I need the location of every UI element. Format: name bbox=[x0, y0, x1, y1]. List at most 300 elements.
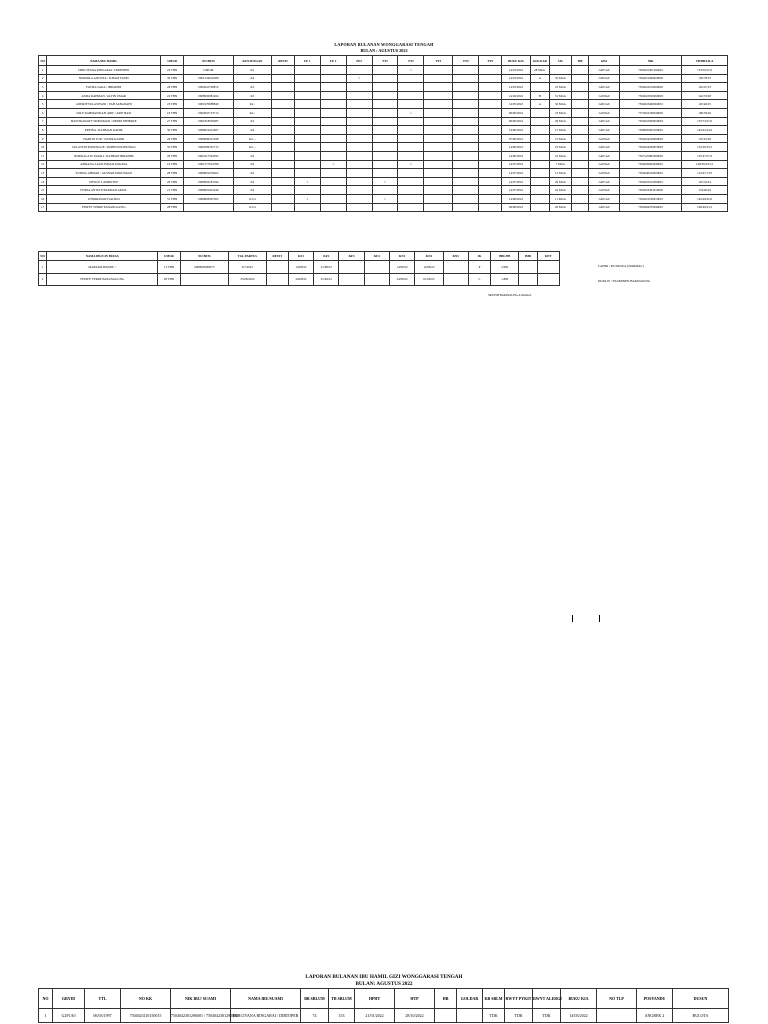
table-cell bbox=[530, 160, 549, 169]
table-cell bbox=[372, 126, 398, 135]
table-cell bbox=[272, 203, 295, 212]
column-header: NO BPJS bbox=[180, 252, 229, 261]
nutrition-report-title: LAPORAN BULANAN IBU HAMIL GIZI WONGGARASI TENGAH bbox=[305, 974, 463, 980]
table-cell bbox=[294, 143, 320, 152]
column-header: FE 1 bbox=[294, 56, 320, 66]
table-cell: √ bbox=[294, 194, 320, 203]
table-cell bbox=[453, 177, 479, 186]
table-row bbox=[39, 194, 728, 203]
table-cell bbox=[479, 126, 502, 135]
table-cell bbox=[424, 194, 453, 203]
table-cell bbox=[530, 83, 549, 92]
table-cell: K2 bbox=[233, 177, 271, 186]
table-cell: MARYAM HADIJU / bbox=[47, 261, 158, 274]
table-cell: 0008993669075 bbox=[180, 261, 229, 274]
table-cell bbox=[372, 160, 398, 169]
table-cell: 7504023106810001 bbox=[620, 194, 682, 203]
table-cell: UMUM bbox=[184, 66, 234, 75]
table-cell bbox=[294, 186, 320, 195]
table-cell: 28/10/2022 bbox=[395, 1009, 435, 1023]
table-cell: 0008991641046 bbox=[184, 186, 234, 195]
table-cell: 7504023110150015 bbox=[121, 1009, 171, 1023]
table-cell: HASTIKAWATY MOHAMAD / DEDRI SEHERKE bbox=[47, 117, 161, 126]
signature: SR.PISH BAKINAUNG A.Md.Keb bbox=[488, 293, 532, 297]
table-cell bbox=[398, 100, 424, 109]
table-cell: 09/06/2022 bbox=[501, 108, 530, 117]
table-cell: 18 THN bbox=[161, 108, 184, 117]
table-cell bbox=[424, 160, 453, 169]
table-cell bbox=[479, 143, 502, 152]
table-cell bbox=[572, 143, 589, 152]
table-cell: 74 bbox=[301, 1009, 329, 1023]
table-cell: 28 MGG bbox=[530, 66, 549, 75]
table-cell: 29 MGG bbox=[549, 117, 572, 126]
table-cell bbox=[479, 160, 502, 169]
table-cell: HARTIN TUR / NASIR KADIR bbox=[47, 134, 161, 143]
table-cell bbox=[453, 169, 479, 178]
table-cell bbox=[453, 91, 479, 100]
table-cell: 1 bbox=[39, 66, 47, 75]
column-header: NAMA IBU HAMIL bbox=[47, 56, 161, 66]
table-cell: 7504042301296001 / 7504042301290002 bbox=[171, 1009, 231, 1023]
table-cell: 01/09/22 bbox=[314, 273, 339, 286]
table-cell: 8 bbox=[39, 126, 47, 135]
table-cell: K3 bbox=[233, 117, 271, 126]
table-row bbox=[39, 117, 728, 126]
column-header: KF2 bbox=[314, 252, 339, 261]
table-cell: 29 THN bbox=[161, 151, 184, 160]
column-header: RWYT ALERGI bbox=[533, 989, 561, 1009]
table-cell: 14/07/2022 bbox=[501, 169, 530, 178]
table-cell: 13 bbox=[39, 169, 47, 178]
table-cell bbox=[398, 186, 424, 195]
table-cell bbox=[398, 91, 424, 100]
column-header: BUKU KIA bbox=[501, 56, 530, 66]
table-cell: 155/72/27,0 bbox=[682, 117, 728, 126]
table-cell: 14/06/2022 bbox=[501, 126, 530, 135]
table-cell bbox=[424, 151, 453, 160]
table-cell: G2P1A0 bbox=[588, 66, 619, 75]
table-cell bbox=[530, 108, 549, 117]
column-header: POSYANDU bbox=[637, 989, 673, 1009]
table-cell: √ bbox=[372, 194, 398, 203]
table-cell: 21/01/2022 bbox=[355, 1009, 395, 1023]
table-cell bbox=[372, 134, 398, 143]
table-cell: G1P0A0 bbox=[588, 108, 619, 117]
table-cell: 19 THN bbox=[161, 160, 184, 169]
table-cell: 30 THN bbox=[161, 126, 184, 135]
table-cell bbox=[320, 177, 346, 186]
column-header: RESTI bbox=[272, 56, 295, 66]
table-cell bbox=[294, 91, 320, 100]
table-cell bbox=[398, 126, 424, 135]
table-row bbox=[39, 74, 728, 83]
table-cell: 7 bbox=[39, 117, 47, 126]
table-cell bbox=[372, 143, 398, 152]
table-cell: G2P1A0 bbox=[588, 194, 619, 203]
table-cell: 17 bbox=[39, 203, 47, 212]
table-cell bbox=[320, 91, 346, 100]
midwife-note: DUKUN : YASMINEN BAKINAUNG bbox=[598, 279, 651, 283]
table-cell: √ bbox=[398, 160, 424, 169]
table-cell: 1 bbox=[39, 1009, 53, 1023]
table-cell bbox=[320, 126, 346, 135]
table-cell bbox=[346, 177, 372, 186]
table-cell: 1 bbox=[39, 261, 47, 274]
column-header: HB bbox=[435, 989, 457, 1009]
table-cell: 7504022301294001 bbox=[620, 66, 682, 75]
table-cell bbox=[453, 186, 479, 195]
table-cell bbox=[453, 194, 479, 203]
table-cell: ASMA RAHMAN / ALFIN UMAR bbox=[47, 91, 161, 100]
table-cell: 0002941790872 bbox=[184, 83, 234, 92]
table-cell bbox=[453, 134, 479, 143]
column-header: KF1 bbox=[288, 252, 313, 261]
table-row bbox=[39, 126, 728, 135]
table-cell bbox=[272, 83, 295, 92]
table-cell bbox=[443, 261, 468, 274]
column-header: DUSUN bbox=[673, 989, 729, 1009]
table-cell bbox=[294, 117, 320, 126]
table-cell: 14/08/2022 bbox=[501, 194, 530, 203]
table-cell bbox=[479, 203, 502, 212]
table-row bbox=[39, 134, 728, 143]
table-cell bbox=[572, 169, 589, 178]
table-row bbox=[39, 108, 728, 117]
table-cell bbox=[453, 66, 479, 75]
table-cell: 7504046410920001 bbox=[620, 169, 682, 178]
table-cell bbox=[424, 203, 453, 212]
table-cell: NORSIALA H. PAKILI / RAHMAT IBRAHIM bbox=[47, 151, 161, 160]
column-header: GRYID bbox=[53, 989, 85, 1009]
table-cell: G1P0A0 bbox=[588, 91, 619, 100]
table-cell bbox=[346, 186, 372, 195]
table-cell: 145/42/23,0 bbox=[682, 126, 728, 135]
table-cell bbox=[398, 134, 424, 143]
table-cell: 21 MGG bbox=[549, 134, 572, 143]
table-cell: 14/07/2022 bbox=[501, 177, 530, 186]
table-cell: 2 bbox=[39, 273, 47, 286]
column-header: KET bbox=[537, 252, 559, 261]
table-cell: 12 MGG bbox=[549, 169, 572, 178]
table-cell bbox=[272, 108, 295, 117]
table-cell bbox=[272, 117, 295, 126]
table-cell: 14/04/2022 bbox=[501, 91, 530, 100]
table-cell: 28 THN bbox=[161, 203, 184, 212]
table-cell bbox=[530, 151, 549, 160]
table-cell bbox=[346, 194, 372, 203]
column-header: NO bbox=[39, 56, 47, 66]
table-cell bbox=[398, 203, 424, 212]
table-cell bbox=[530, 134, 549, 143]
table-cell bbox=[372, 169, 398, 178]
table-cell bbox=[272, 134, 295, 143]
table-cell bbox=[320, 186, 346, 195]
table-cell: 155/47/27,0 bbox=[682, 151, 728, 160]
table-cell: L bbox=[468, 273, 490, 286]
table-cell: 21/08/22 bbox=[314, 261, 339, 274]
table-cell bbox=[479, 134, 502, 143]
table-cell: 14/08/22 bbox=[389, 261, 414, 274]
table-cell bbox=[398, 117, 424, 126]
table-cell bbox=[572, 160, 589, 169]
table-cell bbox=[320, 151, 346, 160]
table-cell bbox=[453, 203, 479, 212]
table-cell: K2 -- bbox=[233, 143, 271, 152]
table-cell: 14/08/22 bbox=[288, 261, 313, 274]
table-cell bbox=[424, 74, 453, 83]
table-cell bbox=[479, 83, 502, 92]
table-cell bbox=[294, 169, 320, 178]
table-row bbox=[39, 83, 728, 92]
table-cell: 4 bbox=[39, 91, 47, 100]
table-cell: G2P1A0 bbox=[588, 203, 619, 212]
column-header: NIK bbox=[620, 56, 682, 66]
table-cell: 24/08/22 bbox=[288, 273, 313, 286]
table-cell: 16 bbox=[39, 194, 47, 203]
table-cell bbox=[530, 143, 549, 152]
table-cell: G1P0A0 bbox=[588, 134, 619, 143]
table-cell: 32 MGG bbox=[549, 100, 572, 109]
table-cell bbox=[184, 203, 234, 212]
column-header: RWYT PYKIT bbox=[505, 989, 533, 1009]
table-cell: 0002667153713 bbox=[184, 108, 234, 117]
table-cell: G2P1A0 bbox=[588, 117, 619, 126]
table-cell: 23/08/2022 bbox=[229, 273, 266, 286]
table-cell bbox=[572, 108, 589, 117]
table-cell: K1/4 bbox=[233, 203, 271, 212]
table-cell bbox=[572, 117, 589, 126]
column-header: HPHT bbox=[355, 989, 395, 1009]
table-cell bbox=[424, 177, 453, 186]
table-cell bbox=[572, 134, 589, 143]
column-header: NO BPJS bbox=[184, 56, 234, 66]
table-cell bbox=[453, 160, 479, 169]
table-cell bbox=[537, 273, 559, 286]
column-header: IMD bbox=[519, 252, 537, 261]
table-cell bbox=[398, 143, 424, 152]
table-cell: 09/08/2022 bbox=[501, 203, 530, 212]
table-cell bbox=[346, 91, 372, 100]
table-cell bbox=[272, 169, 295, 178]
table-cell: 7575010180040002 bbox=[620, 108, 682, 117]
table-cell bbox=[346, 169, 372, 178]
table-cell bbox=[372, 117, 398, 126]
table-cell: G1P0A0 bbox=[588, 160, 619, 169]
table-cell: 01/09/22 bbox=[415, 273, 443, 286]
column-header: GPA bbox=[588, 56, 619, 66]
table-cell: 32 MGG bbox=[549, 74, 572, 83]
table-cell: BULOTA bbox=[673, 1009, 729, 1023]
table-cell bbox=[453, 126, 479, 135]
table-cell bbox=[294, 203, 320, 212]
table-cell: 154/46/29 bbox=[682, 186, 728, 195]
table-cell bbox=[320, 169, 346, 178]
column-header: NO bbox=[39, 252, 47, 261]
table-cell bbox=[346, 100, 372, 109]
table-cell bbox=[346, 151, 372, 160]
table-cell: A bbox=[530, 100, 549, 109]
table-cell: FEMYE VERRE PANANGGUNG bbox=[47, 203, 161, 212]
column-header: KF3 bbox=[339, 252, 364, 261]
table-cell bbox=[266, 273, 288, 286]
table-cell bbox=[294, 134, 320, 143]
table-cell bbox=[572, 151, 589, 160]
column-header: KUNJUNGAN bbox=[233, 56, 271, 66]
table-cell bbox=[479, 177, 502, 186]
table-cell: 152/47,7/23 bbox=[682, 169, 728, 178]
table-cell: 145/32/24 bbox=[682, 177, 728, 186]
table-cell: SULASTRI PODUNGGE / ROBIN POLIHUNGO bbox=[47, 143, 161, 152]
column-header: TB SBLUM bbox=[329, 989, 355, 1009]
table-cell: K2 bbox=[233, 160, 271, 169]
table-cell bbox=[479, 91, 502, 100]
table-cell: 142/53/28 bbox=[682, 91, 728, 100]
table-cell bbox=[346, 83, 372, 92]
table-cell: 23 MGG bbox=[549, 108, 572, 117]
table-cell bbox=[424, 134, 453, 143]
table-cell: 2 bbox=[39, 74, 47, 83]
vertical-mark bbox=[572, 615, 573, 622]
table-row bbox=[39, 91, 728, 100]
table-cell: G2P1A0 bbox=[588, 177, 619, 186]
table-row bbox=[39, 66, 728, 75]
table-row bbox=[39, 143, 728, 152]
table-cell: 9 bbox=[39, 134, 47, 143]
table-cell bbox=[294, 126, 320, 135]
table-cell bbox=[272, 160, 295, 169]
table-cell: 14/06/2022 bbox=[501, 143, 530, 152]
table-cell: 07/06/2022 bbox=[501, 134, 530, 143]
table-cell bbox=[272, 143, 295, 152]
table-cell: 153 bbox=[329, 1009, 355, 1023]
table-cell: K2 bbox=[233, 169, 271, 178]
table-cell: 7504024303010002 bbox=[620, 186, 682, 195]
table-cell: 11 MGG bbox=[549, 194, 572, 203]
table-header-row bbox=[39, 252, 560, 261]
table-cell: DERCIYANA RINGARAI / DIRTOPER bbox=[47, 66, 161, 75]
table-cell bbox=[398, 74, 424, 83]
table-cell: G1P0A0 bbox=[588, 186, 619, 195]
table-cell bbox=[294, 151, 320, 160]
table-cell bbox=[320, 66, 346, 75]
table-cell bbox=[519, 273, 537, 286]
table-cell bbox=[372, 91, 398, 100]
table-cell: 11 bbox=[39, 151, 47, 160]
table-row bbox=[39, 100, 728, 109]
table-cell bbox=[549, 66, 572, 75]
table-cell bbox=[453, 74, 479, 83]
column-header: TT2 bbox=[398, 56, 424, 66]
table-cell bbox=[479, 108, 502, 117]
table-cell: 0008991076402 bbox=[184, 169, 234, 178]
table-cell: 0002417594392 bbox=[184, 151, 234, 160]
table-cell: FEMYE VERRE PANANGGUNG bbox=[47, 273, 158, 286]
table-cell: P bbox=[468, 261, 490, 274]
table-cell: 6/7/2022 bbox=[229, 261, 266, 274]
column-header: GOLDAR bbox=[457, 989, 483, 1009]
table-cell: 23 THN bbox=[161, 100, 184, 109]
table-cell bbox=[479, 194, 502, 203]
table-cell: K1/4 bbox=[233, 194, 271, 203]
table-cell: G2P1A0 bbox=[588, 151, 619, 160]
table-cell: 29 THN bbox=[161, 177, 184, 186]
table-cell bbox=[572, 74, 589, 83]
table-cell bbox=[320, 134, 346, 143]
column-header: KF4 bbox=[364, 252, 389, 261]
column-header: NAMA IBU/SUAMI bbox=[231, 989, 301, 1009]
table-cell: 29 MGG bbox=[549, 177, 572, 186]
table-cell: WINDRAWATI SALIKO bbox=[47, 194, 161, 203]
table-cell: 16 MGG bbox=[549, 151, 572, 160]
table-row bbox=[39, 261, 560, 274]
table-cell: NURMILA ANTUNA / ILHAM YASIN bbox=[47, 74, 161, 83]
table-cell: 0008919241007 bbox=[184, 126, 234, 135]
table-cell: 7504022810990003 bbox=[620, 91, 682, 100]
vertical-mark bbox=[599, 615, 600, 622]
table-cell: 3 bbox=[39, 83, 47, 92]
table-row bbox=[39, 177, 728, 186]
postpartum-table bbox=[38, 251, 560, 286]
table-cell bbox=[424, 169, 453, 178]
table-cell: 14/03/2022 bbox=[561, 1009, 597, 1023]
table-cell: 6 bbox=[39, 108, 47, 117]
table-cell: TDK bbox=[533, 1009, 561, 1023]
table-cell: 148/39,9/25,5 bbox=[682, 160, 728, 169]
table-cell bbox=[530, 117, 549, 126]
table-cell bbox=[346, 126, 372, 135]
table-cell bbox=[272, 74, 295, 83]
column-header: RESTI bbox=[266, 252, 288, 261]
table-cell bbox=[372, 66, 398, 75]
table-cell bbox=[424, 143, 453, 152]
table-cell bbox=[479, 151, 502, 160]
table-cell: K1 bbox=[233, 66, 271, 75]
table-cell bbox=[372, 203, 398, 212]
table-cell bbox=[372, 83, 398, 92]
table-cell: 7508095903160001 bbox=[620, 126, 682, 135]
table-cell bbox=[398, 151, 424, 160]
table-cell: 10 bbox=[39, 143, 47, 152]
table-cell: 7504025912090001 bbox=[620, 177, 682, 186]
table-cell: 14/03/2022 bbox=[501, 83, 530, 92]
table-cell: FITRIA ANTULE/PARMAN AKUIL bbox=[47, 186, 161, 195]
table-cell bbox=[294, 160, 320, 169]
nutrition-report-month: BULAN: AGUSTUS 2022 bbox=[355, 981, 413, 987]
table-cell bbox=[453, 83, 479, 92]
table-cell bbox=[272, 91, 295, 100]
table-cell bbox=[294, 108, 320, 117]
column-header: TT3 bbox=[424, 56, 453, 66]
column-header: TT5 bbox=[479, 56, 502, 66]
table-cell bbox=[320, 143, 346, 152]
table-cell: 160/49/23,5 bbox=[682, 203, 728, 212]
table-cell: K4 bbox=[233, 74, 271, 83]
column-header: KB SBLM bbox=[483, 989, 505, 1009]
table-cell: APRIANA LAUD ISMAIL PAKAYA bbox=[47, 160, 161, 169]
table-cell bbox=[479, 169, 502, 178]
table-cell bbox=[364, 273, 389, 286]
table-cell bbox=[424, 100, 453, 109]
table-cell: 7504022909950003 bbox=[620, 117, 682, 126]
table-cell: 7504026604040001 bbox=[620, 160, 682, 169]
table-row bbox=[39, 169, 728, 178]
column-header: UK bbox=[549, 56, 572, 66]
column-header: NAMA IBU/LIN BUFAS bbox=[47, 252, 158, 261]
table-cell: 35 THN bbox=[161, 143, 184, 152]
table-header-row bbox=[39, 989, 729, 1009]
column-header: JK bbox=[468, 252, 490, 261]
